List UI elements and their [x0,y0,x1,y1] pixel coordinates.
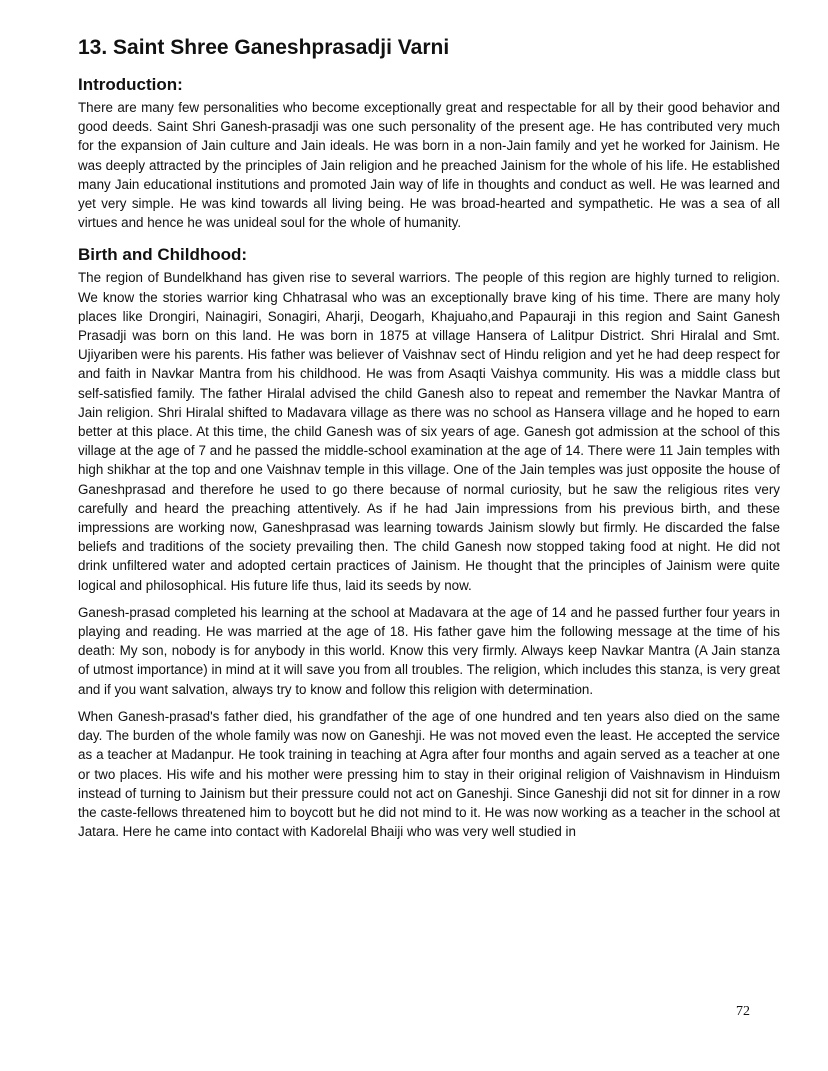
section-heading: Introduction: [78,75,183,94]
paragraph: When Ganesh-prasad's father died, his grandfather of the age of one hundred and ten years also died on the same day. The burden of the whole family was now on Ganeshji. He was not moved even the least. He accepted the service as a teacher at Madanpur. He took training in teaching at Agra after four months and again served as a teacher at one or two places. His wife and his mother were pressing him to stay in their original religion of Vaishnavism in Hinduism instead of turning to Jainism but their pressure could not act on Ganeshji. Since Ganeshji did not sit for dinner in a row the caste-fellows threatened him to boycott but he did not mind to it. He was now working as a teacher in the school at Jatara. Here he came into contact with Kadorelal Bhaiji who was very well studied in [78,708,780,840]
page-number: 72 [736,1004,750,1019]
chapter-title: 13. Saint Shree Ganeshprasadji Varni [78,36,450,59]
section-birth-and-childhood [78,244,780,841]
section-introduction [78,74,780,232]
paragraph: Ganesh-prasad completed his learning at the school at Madavara at the age of 14 and he passed further four years in playing and reading. He was married at the age of 18. His father gave him the following message at the time of his death: My son, nobody is for anybody in this world. Know this very firmly. Always keep Navkar Mantra (A Jain stanza of utmost importance) in mind at it will save you from all troubles. The religion, which includes this stanza, is very great and if you want salvation, always try to know and follow this religion with determination. [78,604,780,697]
paragraph: The region of Bundelkhand has given rise to several warriors. The people of this region are highly turned to religion. We know the stories warrior king Chhatrasal who was an exceptionally brave king of his time. There are many holy places like Drongiri, Nainagiri, Sonagiri, Aharji, Deogarh, Khajuaho,and Papauraji in this region and Saint Ganesh Prasadji was born on this land. He was born in 1875 at village Hansera of Lalitpur District. Shri Hiralal and Smt. Ujiyariben were his parents. His father was believer of Vaishnav sect of Hindu religion and yet he had deep respect for and faith in Navkar Mantra from his childhood. He was from Asaqti Vaishya community. His was a middle class but self-satisfied family. The father Hiralal advised the child Ganesh also to repeat and remember the Navkar Mantra of Jain religion. Shri Hiralal shifted to Madavara village as there was no school as Hansera village and he hoped to earn better at this place. At this time, the child Ganesh was of six years of age. Ganesh got admission at the school of this village at the age of 7 and he passed the middle-school examination at the age of 14. There were 11 Jain temples with high shikhar at the top and one Vaishnav temple in this village. One of the Jain temples was just opposite the house of Ganeshprasad and therefore he used to go there because of normal curiosity, but he saw the religious rites very carefully and heard the preaching attentively. As if he had Jain impressions from his previous birth, and these impressions are working now, Ganeshprasad was learning towards Jainism slowly but firmly. He discarded the false beliefs and traditions of the society prevailing then. The child Ganesh now stopped taking food at night. He did not drink unfiltered water and adopted certain practices of Jainism. He thought that the principles of Jainism were quite logical and philosophical. His future life thus, laid its seeds by now. [78,270,780,593]
paragraph: There are many few personalities who become exceptionally great and respectable for all by their good behavior and good deeds. Saint Shri Ganesh-prasadji was one such personality of the present age. He has contributed very much for the expansion of Jain culture and Jain ideals. He was born in a non-Jain family and yet he worked for Jainism. He was deeply attracted by the principles of Jain religion and he preached Jainism for the whole of his life. He established many Jain educational institutions and promoted Jain way of life in thoughts and conduct as well. He was learned and yet very simple. He was kind towards all living being. He was broad-hearted and sympathetic. He was a sea of all virtues and hence he was unideal soul for the whole of humanity. [78,100,780,231]
section-heading: Birth and Childhood: [78,245,248,265]
